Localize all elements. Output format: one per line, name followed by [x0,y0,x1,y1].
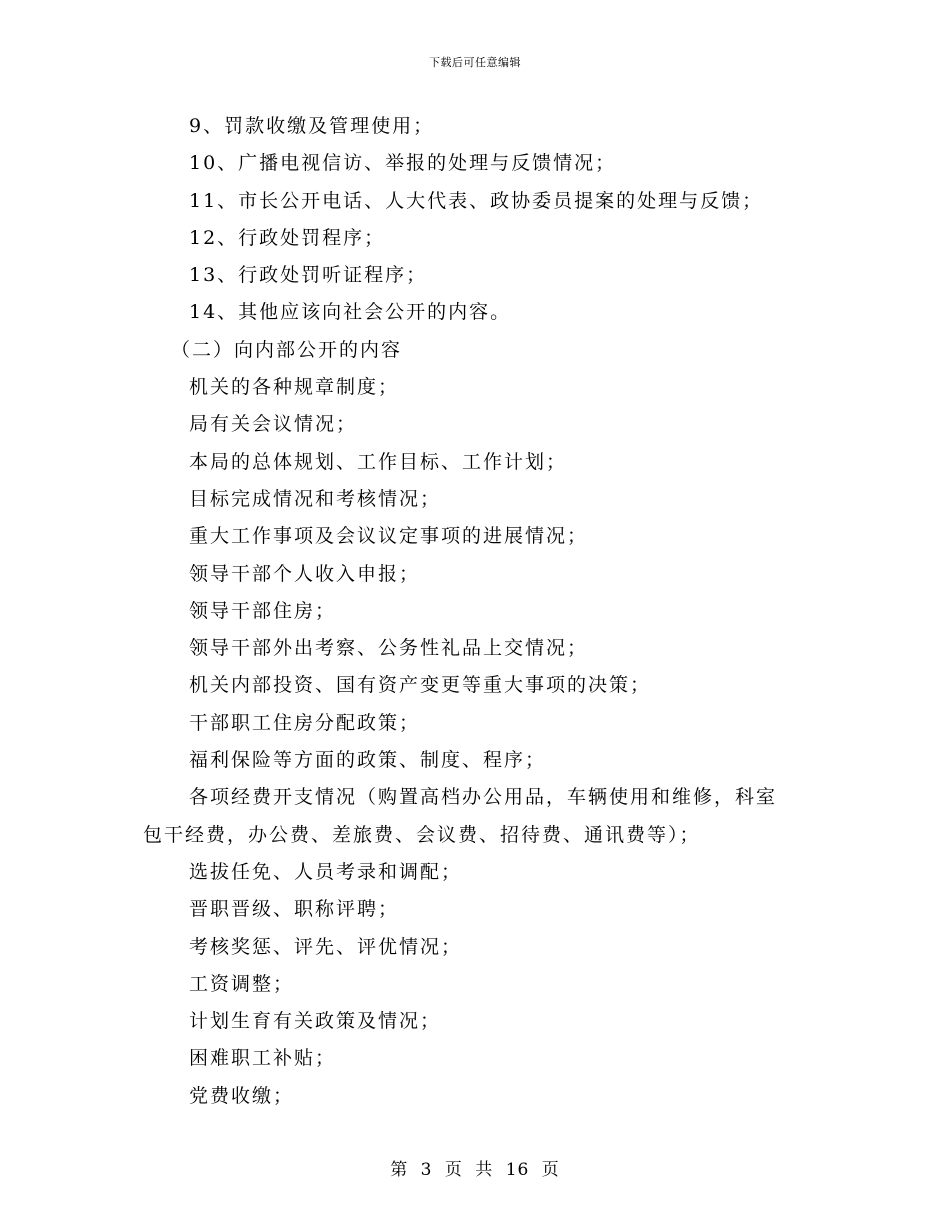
paragraph-line: 本局的总体规划、工作目标、工作计划； [189,450,568,473]
page-number-footer: 第 3 页 共 16 页 [390,1160,560,1180]
paragraph-line-continuation: 包干经费，办公费、差旅费、会议费、招待费、通讯费等）； [143,823,701,846]
paragraph-line: 党费收缴； [189,1084,295,1107]
paragraph-line: 14、其他应该向社会公开的内容。 [189,301,512,324]
paragraph-line: 10、广播电视信访、举报的处理与反馈情况； [189,152,617,175]
paragraph-line: 选拔任免、人员考录和调配； [189,860,463,883]
paragraph-line: 机关的各种规章制度； [189,376,400,399]
paragraph-line: 11、市长公开电话、人大代表、政协委员提案的处理与反馈； [189,189,764,212]
paragraph-line: 12、行政处罚程序； [189,226,386,249]
paragraph-line: 考核奖惩、评先、评优情况； [189,935,463,958]
paragraph-line: 机关内部投资、国有资产变更等重大事项的决策； [189,674,652,697]
paragraph-line: 困难职工补贴； [189,1047,337,1070]
paragraph-line: 计划生育有关政策及情况； [189,1010,442,1033]
paragraph-line: 领导干部个人收入申报； [189,562,421,585]
paragraph-line: 各项经费开支情况（购置高档办公用品，车辆使用和维修，科室 [189,786,778,809]
paragraph-line: 福利保险等方面的政策、制度、程序； [189,749,547,772]
paragraph-line: 9、罚款收缴及管理使用； [189,115,435,137]
section-heading: （二）向内部公开的内容 [171,338,403,361]
paragraph-line: 领导干部外出考察、公务性礼品上交情况； [189,637,589,660]
paragraph-line: 重大工作事项及会议议定事项的进展情况； [189,525,589,548]
document-body [143,108,823,1115]
page-header: 下载后可任意编辑 [429,56,521,69]
paragraph-line: 晋职晋级、职称评聘； [189,898,400,921]
paragraph-line: 目标完成情况和考核情况； [189,487,442,510]
paragraph-line: 局有关会议情况； [189,413,358,436]
paragraph-line: 13、行政处罚听证程序； [189,264,428,287]
paragraph-line: 干部职工住房分配政策； [189,711,421,734]
paragraph-line: 工资调整； [189,972,295,995]
paragraph-line: 领导干部住房； [189,599,337,622]
